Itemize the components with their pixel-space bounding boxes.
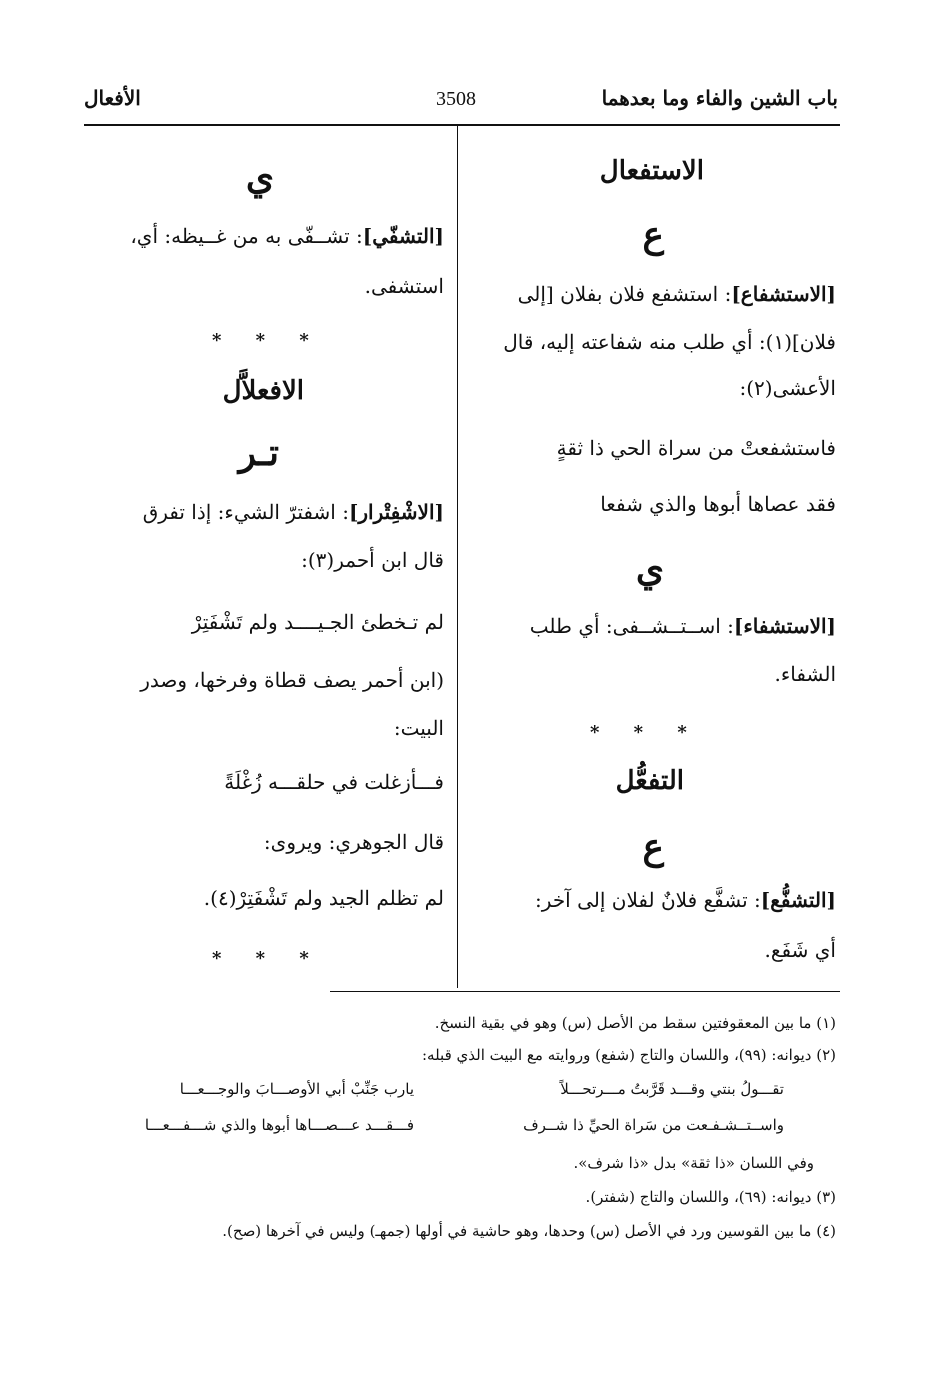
footnote-poem-1b: يارب جَنِّبْ أبي الأوصـــابَ والوجـــعـــا <box>179 1080 414 1098</box>
entry-istishfa-line-3: الأعشى(٢): <box>739 376 836 400</box>
header-rule <box>84 124 840 126</box>
entry-text: : تشــفّى به من غــيظه: أي، <box>130 224 363 248</box>
entry-tashaffu-line-2: أي شَفَع. <box>764 938 836 962</box>
entry-ishfitrar-line-1 <box>143 500 444 524</box>
entry-text: : اســتــشــفى: أي طلب <box>529 614 734 638</box>
running-header-chapter: باب الشين والفاء وما بعدهما <box>601 86 838 110</box>
section-heading-tafaul: التفعُّل <box>615 766 684 796</box>
root-letter-ya: ي <box>245 156 274 198</box>
entry-ishfitrar-line-3: (ابن أحمر يصف قطاة وفرخها، وصدر <box>140 668 444 692</box>
entry-text: : استشفع فلان بفلان [إلى <box>517 282 732 306</box>
entry-ishfitrar-line-4: البيت: <box>393 716 444 740</box>
footnote-2-note: وفي اللسان «ذا ثقة» بدل «ذا شرف». <box>573 1154 814 1172</box>
section-heading-istifal: الاستفعال <box>599 156 704 186</box>
footnote-poem-2b: فـــقـــد عـــصـــاها أبوها والذي شـــفـــعـــا <box>144 1116 414 1134</box>
section-heading-ifillal: الافعلاَّل <box>222 376 304 406</box>
entry-ishfitrar-line-2: قال ابن أحمر(٣): <box>301 548 444 572</box>
root-letter-ain: ع <box>642 214 664 256</box>
verse-line: لم تـخطئ الجـيــــد ولم تَشْفَتِرْ <box>191 610 444 634</box>
entry-term: [التشفّي] <box>362 224 444 248</box>
running-header-section: الأفعال <box>84 86 141 110</box>
footnote-poem-1a: تقـــولُ بنتي وقـــد قَرَّبتُ مـــرتحـــلاً <box>560 1080 784 1098</box>
verse-line: فـــأزغلت في حلقـــه زُغْلَةً <box>224 770 444 794</box>
entry-tashaffi-line-1 <box>130 224 444 248</box>
column-divider <box>457 126 458 988</box>
entry-istishfa2-line-1 <box>530 614 836 638</box>
entry-term: [التشفُّع] <box>760 888 836 912</box>
entry-istishfa-line-1 <box>518 282 836 306</box>
entry-tashaffu-line-1 <box>535 888 836 912</box>
entry-term: [الاستشفاع] <box>731 282 836 306</box>
entry-text: : تشفَّع فلانٌ لفلان إلى آخر: <box>535 888 761 912</box>
section-separator-stars: * * * <box>590 722 701 743</box>
footnote-1: (١) ما بين المعقوفتين سقط من الأصل (س) وهو في بقية النسخ. <box>434 1014 836 1032</box>
section-separator-stars: * * * <box>212 330 323 351</box>
verse-line: فقد عصاها أبوها والذي شفعا <box>600 492 836 516</box>
root-letter-ain: ع <box>642 826 664 868</box>
footnote-poem-2a: واســتــشـفـعت من سَراة الحيِّ ذا شــرف <box>523 1116 784 1134</box>
verse-line: لم تظلم الجيد ولم تَشْفَتِرْ(٤). <box>203 886 444 910</box>
section-separator-stars: * * * <box>212 948 323 969</box>
footnote-4: (٤) ما بين القوسين ورد في الأصل (س) وحدها، وهو حاشية في أولها (جمهـ) وليس في آخرها (صح). <box>222 1222 836 1240</box>
entry-istishfa-line-2: فلان](١): أي طلب منه شفاعته إليه، قال <box>503 330 836 354</box>
footnote-rule <box>330 991 840 992</box>
footnote-3: (٣) ديوانه: (٦٩)، واللسان والتاج (شفتر). <box>585 1188 836 1206</box>
root-letter-ya: ي <box>635 548 664 590</box>
entry-text: : اشفترّ الشيء: إذا تفرق <box>142 500 349 524</box>
page-number: 3508 <box>436 88 476 110</box>
entry-istishfa2-line-2: الشفاء. <box>774 662 836 686</box>
root-letters-tr: تـر <box>238 432 279 474</box>
entry-term: [الاشْفِتْرار] <box>348 500 444 524</box>
entry-ishfitrar-line-5: قال الجوهري: ويروى: <box>263 830 444 854</box>
entry-term: [الاستشفاء] <box>733 614 836 638</box>
entry-tashaffi-line-2: استشفى. <box>364 274 444 298</box>
verse-line: فاستشفعتْ من سراة الحي ذا ثقةٍ <box>556 436 836 460</box>
footnote-2: (٢) ديوانه: (٩٩)، واللسان والتاج (شفع) وروايته مع البيت الذي قبله: <box>422 1046 836 1064</box>
